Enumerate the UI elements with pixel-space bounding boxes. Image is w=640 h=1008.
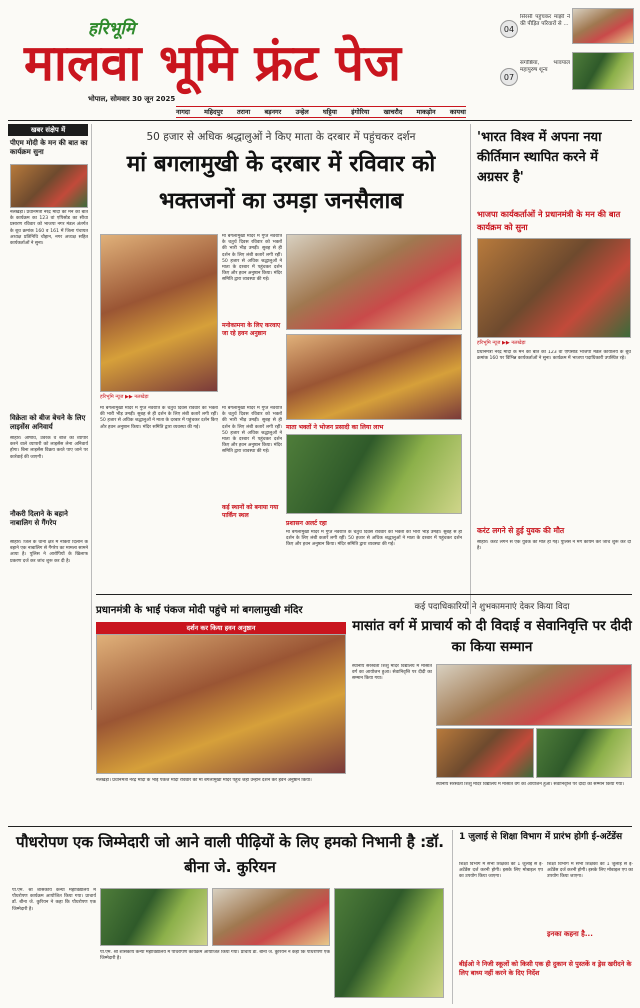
right-photo: [477, 238, 631, 338]
nav-item[interactable]: नागदा: [176, 108, 190, 116]
promo-1-image: [572, 8, 634, 44]
brief-2-body: सीहोर। औषधि, उर्वरक व बीज का व्यापार करने वाले व्यापारी को लाइसेंस लेना अनिवार्य होगा। बिना लाइसेंस विक्रय करते पाए जाने पर कार्रवाई की जाएगी।: [10, 436, 88, 460]
lead-photo-prasad: [286, 434, 462, 514]
story4-photo-1: [100, 888, 208, 946]
story5-body: शिक्षा विभाग में सभी शिक्षकों को 1 जुलाई से ई-अटेंडेंस दर्ज करनी होगी। इसके लिए मोबाइल एप का उपयोग किया जाएगा।: [459, 862, 543, 880]
nav-item[interactable]: घट्टिया: [323, 108, 337, 116]
dateline: भोपाल, सोमवार 30 जून 2025: [88, 95, 176, 103]
right-brief-heading: करंट लगने से हुई युवक की मौत: [477, 526, 565, 535]
lead-subhead-2: कई स्थानों को बनाया गया पार्किंग स्थल: [222, 504, 279, 519]
story4-photo-2: [212, 888, 330, 946]
sidebar-label: खबर संक्षेप में: [8, 124, 88, 136]
story3-photo-3: [536, 728, 632, 778]
nav-item[interactable]: महिदपुर: [204, 108, 223, 116]
story-plantation: [8, 830, 448, 1004]
story4-headline: पौधरोपण एक जिम्मेदारी जो आने वाली पीढ़ियों के लिए हमको निभानी है :डॉ. बीना जे. कुरियन: [15, 833, 445, 876]
lead-subhead-1: मनोकामना के लिए करवाए जा रहे हवन अनुष्ठान: [222, 322, 281, 337]
story5-subhead: इनका कहना है...: [547, 930, 593, 938]
promo-1-number: 04: [500, 20, 518, 38]
story3-kicker: कई पदाधिकारियों ने शुभकामनाएं देकर किया विदा: [414, 602, 570, 612]
nav-item[interactable]: कायथा: [449, 108, 466, 116]
brief-1-body: नलखेड़ा। प्रधानमंत्री नरेंद्र मोदी की मन की बात के कार्यक्रम का 123 वां एपिसोड का सीधा प्रसारण रविवार को भाजपा नगर मंडल अंतर्गत के बूथ क्रमांक 160 व 161 में जिला पंचायत अध्यक्ष प्रतिनिधि चौहान, नगर अध्यक्ष सहित कार्यकर्ताओं ने सुना।: [10, 210, 88, 247]
promo-2-image: [572, 52, 634, 90]
page-title: मालवा भूमि फ्रंट पेज: [24, 34, 401, 92]
lead-photo-havan: [286, 334, 462, 420]
nav-item[interactable]: माकड़ोन: [416, 108, 436, 116]
story3-photo-2: [436, 728, 534, 778]
story3-photo-1: [436, 664, 632, 726]
story2-body: नलखेड़ा। प्रधानमंत्री नरेंद्र मोदी के भाई पंकज मोदी रविवार को मां बगलामुखी मंदिर पहुंचे जहां उन्होंने दर्शन कर हवन अनुष्ठान किया।: [96, 778, 312, 783]
lead-photo-caption: माता भक्तों ने भोजन प्रसादी का लिया लाभ: [286, 424, 384, 431]
story5-body-2: शिक्षा विभाग में सभी शिक्षकों को 1 जुलाई से ई-अटेंडेंस दर्ज करनी होगी। इसके लिए मोबाइल एप का उपयोग किया जाएगा।: [547, 862, 633, 880]
brief-1-image: [10, 164, 88, 208]
brief-3-body: सीहोर। जिले के थाना क्षेत्र में नौकरी दिलाने के बहाने एक नाबालिग से गैंगरेप का मामला सामने आया है। पुलिस ने आरोपियों के खिलाफ प्रकरण दर्ज कर जांच शुरू कर दी है।: [10, 540, 88, 564]
right-brief-body: सीहोर। करंट लगने से एक युवक की मौत हो गई। पुलिस ने मर्ग कायम कर जांच शुरू कर दी है।: [477, 540, 631, 552]
promo-panel: [500, 6, 636, 94]
promo-2-number: 07: [500, 68, 518, 86]
nav-item[interactable]: खाचरौद: [383, 108, 403, 116]
brief-3-heading: नौकरी दिलाने के बहाने नाबालिग से गैंगरेप: [10, 510, 68, 527]
brief-2-heading: विक्रेता को बीज बेचने के लिए लाइसेंस अनिवार्य: [10, 414, 86, 431]
masthead-divider: [8, 120, 632, 121]
right-headline: 'भारत विश्व में अपना नया कीर्तिमान स्थापित करने में अग्रसर है': [477, 130, 602, 185]
lead-story: [96, 124, 466, 614]
promo-1[interactable]: [500, 6, 636, 46]
story3-body: स्थानीय सरस्वती शिशु मंदिर विद्यालय में मासांत वर्ग का आयोजन हुआ। सेवानिवृत्ति पर दीदी का सम्मान किया गया।: [352, 664, 432, 682]
lead-headline: मां बगलामुखी के दरबार में रविवार को भक्तजनों का उमड़ा जनसैलाब: [126, 151, 436, 214]
right-body: प्रधानमंत्री नरेंद्र मोदी के मन की बात का 123 वां एपिसोड भाजपा मंडल कार्यालय के बूथ क्रमांक 160 पर विभिन्न कार्यकर्ताओं ने सुना। कार्यक्रम में भाजपा पदाधिकारी उपस्थित रहे।: [477, 350, 631, 362]
story4-photo-3: [334, 888, 444, 998]
story3-headline: मासांत वर्ग में प्राचार्य को दी विदाई व सेवानिवृत्ति पर दीदी का किया सम्मान: [352, 618, 632, 655]
lead-body-col1: मां बगलामुखी मंदिर में गुप्त नवरात्रि के चतुर्थ दिवस रविवार को भक्तों की भारी भीड़ उमड़ी। सुबह से ही दर्शन के लिए लंबी कतारें लगी रहीं। 50 हजार से अधिक श्रद्धालुओं ने माता के दरबार में पहुंचकर दर्शन किए और हवन अनुष्ठान किया। मंदिर समिति द्वारा व्यवस्था की गई।: [100, 406, 218, 430]
nav-item[interactable]: तराना: [237, 108, 251, 116]
section-divider-2: [8, 826, 632, 827]
story3-body-2: स्थानीय सरस्वती शिशु मंदिर विद्यालय में मासांत वर्ग का आयोजन हुआ। सेवानिवृत्ति पर दीदी का सम्मान किया गया।: [436, 782, 625, 787]
lead-photo-crowd: [286, 234, 462, 330]
story2-photo-label: दर्शन कर किया हवन अनुष्ठान: [96, 622, 346, 634]
story-farewell: [352, 598, 632, 824]
brand-logo: हरिभूमि: [88, 19, 135, 39]
right-caption: हरिभूमि न्यूज ▶▶ नलखेड़ा: [477, 340, 526, 346]
story-e-attendance: [452, 830, 632, 1004]
lead-body-col3: मां बगलामुखी मंदिर में गुप्त नवरात्रि के चतुर्थ दिवस रविवार को भक्तों की भारी भीड़ उमड़ी। सुबह से ही दर्शन के लिए लंबी कतारें लगी रहीं। 50 हजार से अधिक श्रद्धालुओं ने माता के दरबार में पहुंचकर दर्शन किए और हवन अनुष्ठान किया। मंदिर समिति द्वारा व्यवस्था की गई।: [222, 234, 282, 283]
nav-item[interactable]: उन्हेल: [295, 108, 309, 116]
nav-item[interactable]: बड़नगर: [264, 108, 282, 116]
section-nav: [176, 106, 466, 118]
news-brief-sidebar: [8, 124, 92, 710]
lead-kicker: 50 हजार से अधिक श्रद्धालुओं ने किए माता के दरबार में पहुंचकर दर्शन: [146, 131, 416, 143]
brief-1-heading: पीएम मोदी के मन की बात का कार्यक्रम सुना: [10, 139, 88, 156]
alert-body: मां बगलामुखी मंदिर में गुप्त नवरात्रि के चतुर्थ दिवस रविवार को भक्तों की भारी भीड़ उमड़ी। सुबह से ही दर्शन के लिए लंबी कतारें लगी रहीं। 50 हजार से अधिक श्रद्धालुओं ने माता के दरबार में पहुंचकर दर्शन किए और हवन अनुष्ठान किया। मंदिर समिति द्वारा व्यवस्था की गई।: [286, 530, 462, 548]
story-pankaj-modi: [96, 598, 346, 824]
story2-photo: [96, 634, 346, 774]
promo-2[interactable]: [500, 50, 636, 92]
lead-photo-idol: [100, 234, 218, 392]
section-divider-1: [96, 594, 632, 595]
promo-1-text: सिरसी पहुंचकर मांझी ने की पीड़ित परिवारों से ...: [520, 14, 570, 27]
lead-caption: हरिभूमि न्यूज ▶▶ नलखेड़ा: [100, 394, 149, 400]
promo-2-text: संगोष्ठियां, भावपाल महापुरुष शून्य: [520, 60, 570, 73]
story4-body: पी.एम. श्री शासकीय कन्या महाविद्यालय में पौधरोपण कार्यक्रम आयोजित किया गया। प्राचार्य डॉ. बीना जे. कुरियन ने कहा कि पौधरोपण एक जिम्मेदारी है।: [12, 888, 96, 912]
nav-item[interactable]: इंगोरिया: [351, 108, 370, 116]
masthead: [0, 0, 640, 118]
story2-headline: प्रधानमंत्री के भाई पंकज मोदी पहुंचे मां बगलामुखी मंदिर: [96, 605, 303, 616]
story4-body-2: पी.एम. श्री शासकीय कन्या महाविद्यालय में पौधरोपण कार्यक्रम आयोजित किया गया। प्राचार्य डॉ. बीना जे. कुरियन ने कहा कि पौधरोपण एक जिम्मेदारी है।: [100, 950, 330, 962]
lead-body-col2: मां बगलामुखी मंदिर में गुप्त नवरात्रि के चतुर्थ दिवस रविवार को भक्तों की भारी भीड़ उमड़ी। सुबह से ही दर्शन के लिए लंबी कतारें लगी रहीं। 50 हजार से अधिक श्रद्धालुओं ने माता के दरबार में पहुंचकर दर्शन किए और हवन अनुष्ठान किया। मंदिर समिति द्वारा व्यवस्था की गई।: [222, 406, 282, 455]
alert-label: प्रशासन अलर्ट रहा: [286, 520, 327, 527]
story5-headline: 1 जुलाई से शिक्षा विभाग में प्रारंभ होगी ई-अटेंडेंस: [459, 832, 623, 842]
story5-bottom-headline: बीईओ ने निजी स्कूलों को किसी एक ही दुकान से पुस्तकें व ड्रेस खरीदने के लिए बाध्य नहीं करने के दिए निर्देश: [459, 960, 632, 977]
right-story: [470, 124, 632, 614]
right-subhead: भाजपा कार्यकर्ताओं ने प्रधानमंत्री के मन की बात कार्यक्रम को सुना: [477, 209, 621, 232]
